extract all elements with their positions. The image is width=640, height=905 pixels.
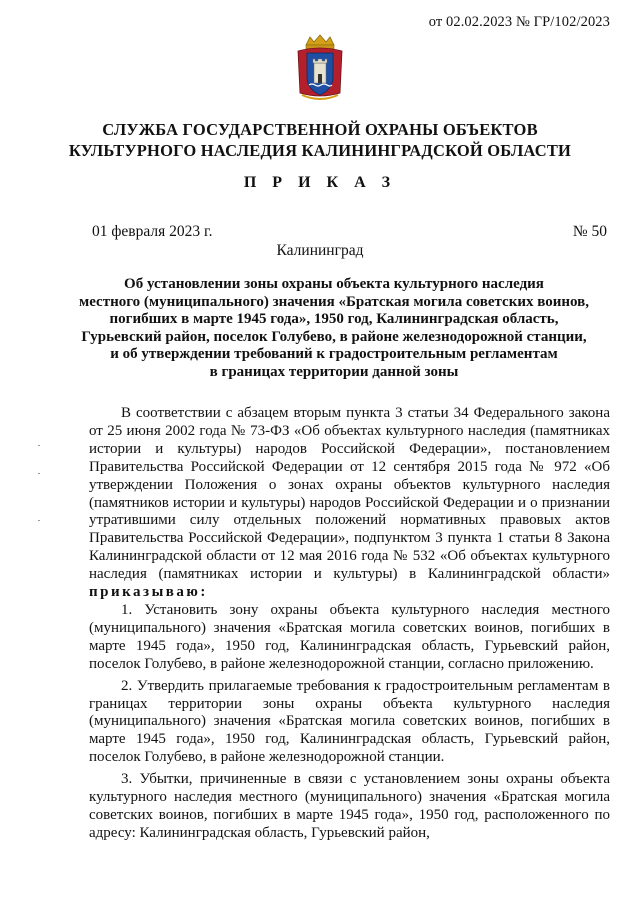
document-city: Калининград [276, 242, 364, 259]
document-date: 01 февраля 2023 г. [92, 223, 213, 240]
document-type-title: П Р И К А З [243, 174, 397, 191]
subject-line-6: в границах территории данной зоны [209, 363, 459, 380]
subject-line-1: Об установлении зоны охраны объекта культурного наследия [124, 276, 544, 292]
subject-line-2: местного (муниципального) значения «Братская могила советских воинов, [78, 293, 590, 310]
preamble-paragraph [89, 405, 610, 602]
scan-mark [38, 520, 40, 521]
coat-of-arms-icon [294, 33, 346, 103]
document-subject [50, 276, 618, 381]
scan-mark [38, 445, 40, 446]
subject-line-4: Гурьевский район, поселок Голубево, в районе железнодорожной станции, [81, 328, 587, 345]
document-body [89, 405, 610, 843]
preamble-text: В соответствии с абзацем вторым пункта 3 статьи 34 Федерального закона от 25 июня 2002 года № 73-ФЗ «Об объектах культурного наследия (памятниках истории и культуры) народов Российской Федерации», постановлением Правительства Российской Федерации от 12 сентября 2015 года № 972 «Об утверждении Положения о зонах охраны объектов культурного наследия (памятников истории и культуры) народов Российской Федерации и о признании утратившими силу отдельных положений нормативных правовых актов Правительства Российской Федерации», подпунктом 3 пункта 1 статьи 8 Закона Калининградской области от 12 мая 2016 года № 532 «Об объектах культурного наследия (памятниках истории и культуры) в Калининградской области» [89, 405, 610, 583]
subject-line-3: погибших в марте 1945 года», 1950 год, Калининградская область, [109, 311, 559, 327]
scan-mark [38, 473, 40, 474]
organization-name [0, 119, 640, 161]
subject-line-5: и об утверждении требований к градостроительным регламентам [110, 346, 558, 362]
item-1-paragraph: 1. Установить зону охраны объекта культурного наследия местного (муниципального) значения «Братская могила советских воинов, погибших в марте 1945 года», 1950 год, Калининградская область, Гурьевский район, поселок Голубево, в районе железнодорожной станции, согласно приложению. [89, 601, 610, 672]
decree-word: приказываю: [89, 584, 208, 601]
item-3-paragraph: 3. Убытки, причиненные в связи с установлением зоны охраны объекта культурного наследия местного (муниципального) значения «Братская могила советских воинов, погибших в марте 1945 года», 1950 год, расположенного по адресу: Калининградская область, Гурьевский район, [89, 771, 610, 841]
organization-line-1: СЛУЖБА ГОСУДАРСТВЕННОЙ ОХРАНЫ ОБЪЕКТОВ [102, 120, 538, 139]
registration-stamp: от 02.02.2023 № ГР/102/2023 [428, 14, 610, 30]
organization-line-2: КУЛЬТУРНОГО НАСЛЕДИЯ КАЛИНИНГРАДСКОЙ ОБЛАСТИ [68, 141, 572, 160]
document-number: № 50 [572, 223, 607, 240]
item-2-paragraph: 2. Утвердить прилагаемые требования к градостроительным регламентам в границах территории зоны охраны объекта культурного наследия (муниципального) значения «Братская могила советских воинов, погибших в марте 1945 года», 1950 год, Калининградская область, Гурьевский район, поселок Голубево, в районе железнодорожной станции. [89, 677, 610, 766]
